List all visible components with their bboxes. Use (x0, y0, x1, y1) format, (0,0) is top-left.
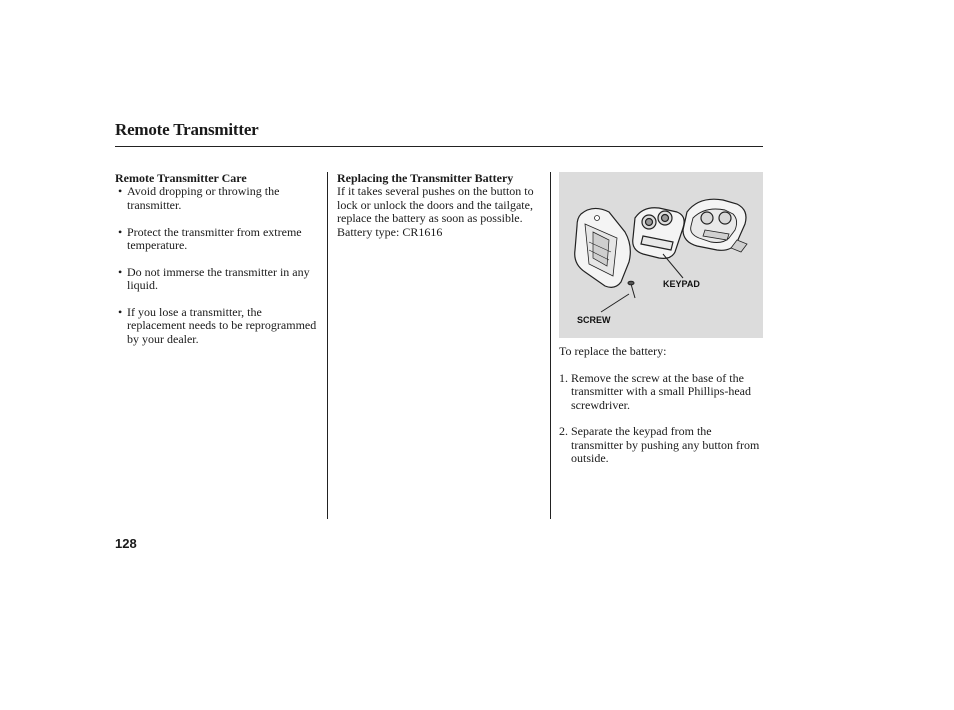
battery-type: Battery type: CR1616 (337, 224, 443, 239)
screw-icon (628, 281, 635, 298)
battery-body: If it takes several pushes on the button to lock or unlock the doors and the tailgate, replace the battery as soon as possible. (337, 184, 534, 226)
step-number: 1. (559, 370, 568, 385)
care-bullet: • Protect the transmitter from extreme temperature. (115, 226, 320, 253)
care-section (115, 172, 320, 360)
step-text: Separate the keypad from the transmitter by pushing any button from outside. (571, 424, 760, 466)
page-title: Remote Transmitter (115, 120, 259, 139)
column-divider-left (327, 172, 328, 519)
keypad-callout: KEYPAD (663, 279, 700, 289)
care-bullet: • Do not immerse the transmitter in any liquid. (115, 266, 320, 293)
battery-section (337, 172, 537, 239)
instruction-steps (559, 372, 764, 466)
step-text: Remove the screw at the base of the transmitter with a small Phillips-head screwdriver. (571, 370, 751, 412)
column-divider-right (550, 172, 551, 519)
battery-heading: Replacing the Transmitter Battery (337, 171, 514, 185)
care-heading: Remote Transmitter Care (115, 171, 247, 185)
transmitter-drawing (559, 172, 763, 338)
assembled-transmitter (683, 199, 747, 252)
screw-callout: SCREW (577, 315, 611, 325)
step-number: 2. (559, 424, 568, 439)
title-divider (115, 146, 763, 147)
keypad-part (633, 208, 684, 259)
instruction-step (559, 372, 764, 412)
page-number: 128 (115, 536, 137, 551)
care-bullet-list (115, 185, 320, 346)
instruction-step (559, 425, 764, 465)
instructions-section (559, 345, 764, 479)
instructions-intro: To replace the battery: (559, 344, 667, 358)
care-bullet: • Avoid dropping or throwing the transmitter. (115, 185, 320, 212)
transmitter-illustration (559, 172, 763, 338)
screw-leader-line (601, 294, 629, 312)
keypad-leader-line (663, 254, 683, 278)
transmitter-casing (575, 208, 631, 287)
care-bullet: • If you lose a transmitter, the replacement needs to be reprogrammed by your dealer. (115, 306, 320, 346)
